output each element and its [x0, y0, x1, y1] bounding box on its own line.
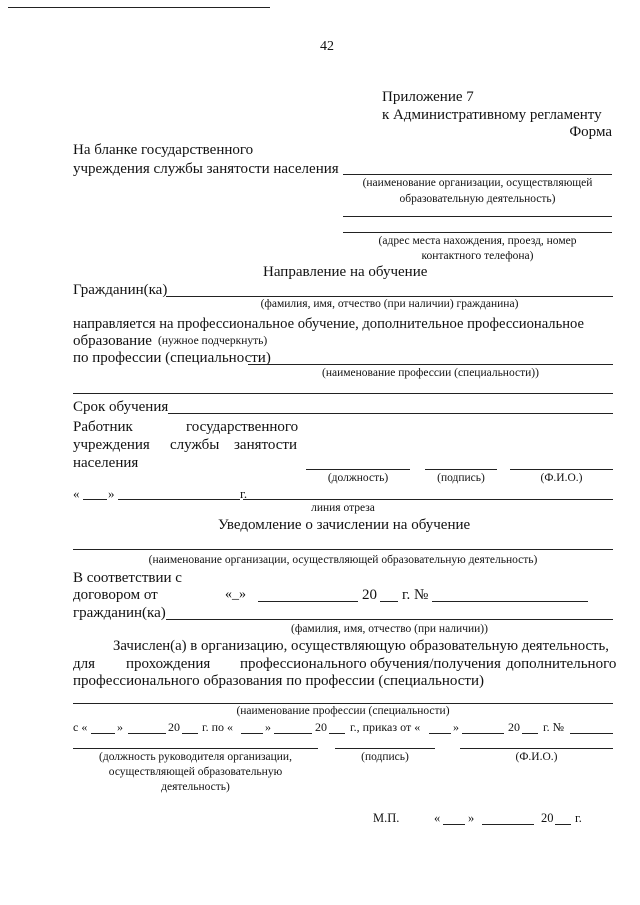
date-day-line — [83, 499, 107, 500]
underline-note: (нужное подчеркнуть) — [158, 335, 268, 347]
regulation-reference: к Административному регламенту — [382, 107, 602, 123]
order-day-line — [429, 733, 451, 734]
head-position-line — [73, 748, 318, 749]
citizen-name-caption: (фамилия, имя, отчество (при наличии) гражданина) — [260, 298, 519, 310]
date-year: г. — [240, 486, 248, 501]
worker-text-2b: службы — [170, 437, 220, 453]
enrolled-word-4: обучения/получения — [370, 656, 501, 672]
org-name-caption-2: образовательную деятельность) — [399, 193, 556, 205]
final-year-line — [555, 824, 571, 825]
profession-line — [248, 364, 613, 365]
notice-profession-caption: (наименование профессии (специальности) — [236, 705, 450, 717]
final-year-prefix: 20 — [541, 811, 554, 825]
position-caption: (должность) — [327, 472, 389, 484]
address-line-2 — [343, 232, 612, 233]
form-label: Форма — [569, 124, 612, 140]
cut-line — [243, 499, 613, 500]
head-position-caption-3: деятельность) — [161, 781, 230, 793]
contract-year-prefix: 20 — [362, 587, 377, 603]
order-year-prefix: 20 — [508, 720, 520, 734]
direction-title: Направление на обучение — [263, 264, 428, 280]
appendix-number: Приложение 7 — [382, 89, 474, 105]
order-label: г., приказ от « — [350, 720, 421, 734]
notice-profession-line — [73, 703, 613, 704]
enrolled-word-2: прохождения — [126, 656, 211, 672]
date-open-quote: « — [73, 486, 80, 501]
order-year-line — [522, 733, 538, 734]
period-from-label: с « — [73, 720, 88, 734]
citizen-name-line — [166, 296, 613, 297]
profession-label: по профессии (специальности) — [73, 350, 271, 366]
period-from-month-line — [128, 733, 166, 734]
order-number-line — [570, 733, 613, 734]
address-line-1 — [343, 216, 612, 217]
period-to-year-line — [329, 733, 345, 734]
contract-number-label: г. № — [402, 587, 429, 603]
period-to-label: г. по « — [202, 720, 233, 734]
order-close: » — [453, 720, 459, 734]
address-caption-2: контактного телефона) — [421, 250, 534, 262]
order-month-line — [462, 733, 504, 734]
org-name-caption-1: (наименование организации, осуществляющей — [362, 177, 593, 189]
period-from-year-line — [182, 733, 198, 734]
order-number-label: г. № — [543, 720, 565, 734]
worker-text-2c: занятости — [234, 437, 297, 453]
address-caption-1: (адрес места нахождения, проезд, номер — [378, 235, 577, 247]
notice-citizen-line — [166, 619, 613, 620]
term-label: Срок обучения — [73, 399, 169, 415]
top-edge-line — [8, 7, 270, 8]
date-month-line — [118, 499, 240, 500]
contract-number-line — [432, 601, 588, 602]
period-to-month-line — [274, 733, 312, 734]
period-from-close: » — [117, 720, 123, 734]
enrolled-line-3: профессионального образования по профессии (специальности) — [73, 673, 485, 689]
notice-citizen-caption: (фамилия, имя, отчество (при наличии)) — [291, 623, 488, 635]
worker-text-1a: Работник — [73, 419, 133, 435]
head-position-caption-1: (должность руководителя организации, — [99, 751, 292, 763]
head-signature-caption: (подпись) — [361, 751, 409, 763]
sent-line-1: направляется на профессиональное обучение, дополнительное профессиональное — [73, 316, 585, 332]
enrolled-word-3: профессионального — [240, 656, 367, 672]
worker-text-2a: учреждения — [73, 437, 150, 453]
head-name-line — [460, 748, 613, 749]
org-name-line — [343, 174, 612, 175]
period-to-close: » — [265, 720, 271, 734]
cut-line-caption: линия отреза — [311, 502, 375, 514]
contract-year-line — [380, 601, 398, 602]
head-position-caption-2: осуществляющей образовательную — [108, 766, 283, 778]
letterhead-line-1: На бланке государственного — [73, 142, 254, 158]
final-day-line — [443, 824, 465, 825]
final-date-close: » — [468, 811, 475, 825]
worker-text-3: населения — [73, 455, 139, 471]
period-to-year-prefix: 20 — [315, 720, 327, 734]
name-caption: (Ф.И.О.) — [540, 472, 583, 484]
signature-caption: (подпись) — [437, 472, 485, 484]
enrolled-word-1: для — [73, 656, 96, 672]
profession-caption: (наименование профессии (специальности)) — [322, 367, 539, 379]
accord-text-2: договором от — [73, 587, 158, 603]
period-from-day-line — [91, 733, 115, 734]
signature-line — [425, 469, 497, 470]
position-line — [306, 469, 410, 470]
term-line — [168, 413, 613, 414]
notice-org-caption: (наименование организации, осуществляющей образовательную деятельность) — [148, 554, 538, 566]
profession-extra-line — [73, 393, 613, 394]
page-number: 42 — [320, 39, 334, 54]
worker-text-1b: государственного — [186, 419, 299, 435]
contract-month-line — [258, 601, 358, 602]
accord-text-1: В соответствии с — [73, 570, 182, 586]
final-year-label: г. — [575, 811, 582, 825]
date-close-quote: » — [108, 486, 115, 501]
sent-line-2: образование — [73, 333, 152, 349]
letterhead-line-2: учреждения службы занятости населения — [73, 161, 339, 177]
contract-date-quote: «_» — [225, 587, 246, 602]
name-line — [510, 469, 613, 470]
final-month-line — [482, 824, 534, 825]
enrolled-word-5: дополнительного — [506, 656, 617, 672]
period-from-year-prefix: 20 — [168, 720, 180, 734]
head-name-caption: (Ф.И.О.) — [515, 751, 558, 763]
enrolled-line-1: Зачислен(а) в организацию, осуществляющую образовательную деятельность, — [113, 638, 609, 654]
period-to-day-line — [241, 733, 263, 734]
final-date-open: « — [434, 811, 441, 825]
notice-org-line — [73, 549, 613, 550]
stamp-label: М.П. — [373, 811, 400, 825]
notice-title: Уведомление о зачислении на обучение — [218, 517, 471, 533]
citizen-label: Гражданин(ка) — [73, 282, 168, 298]
notice-citizen-label: гражданин(ка) — [73, 605, 166, 621]
head-signature-line — [335, 748, 435, 749]
